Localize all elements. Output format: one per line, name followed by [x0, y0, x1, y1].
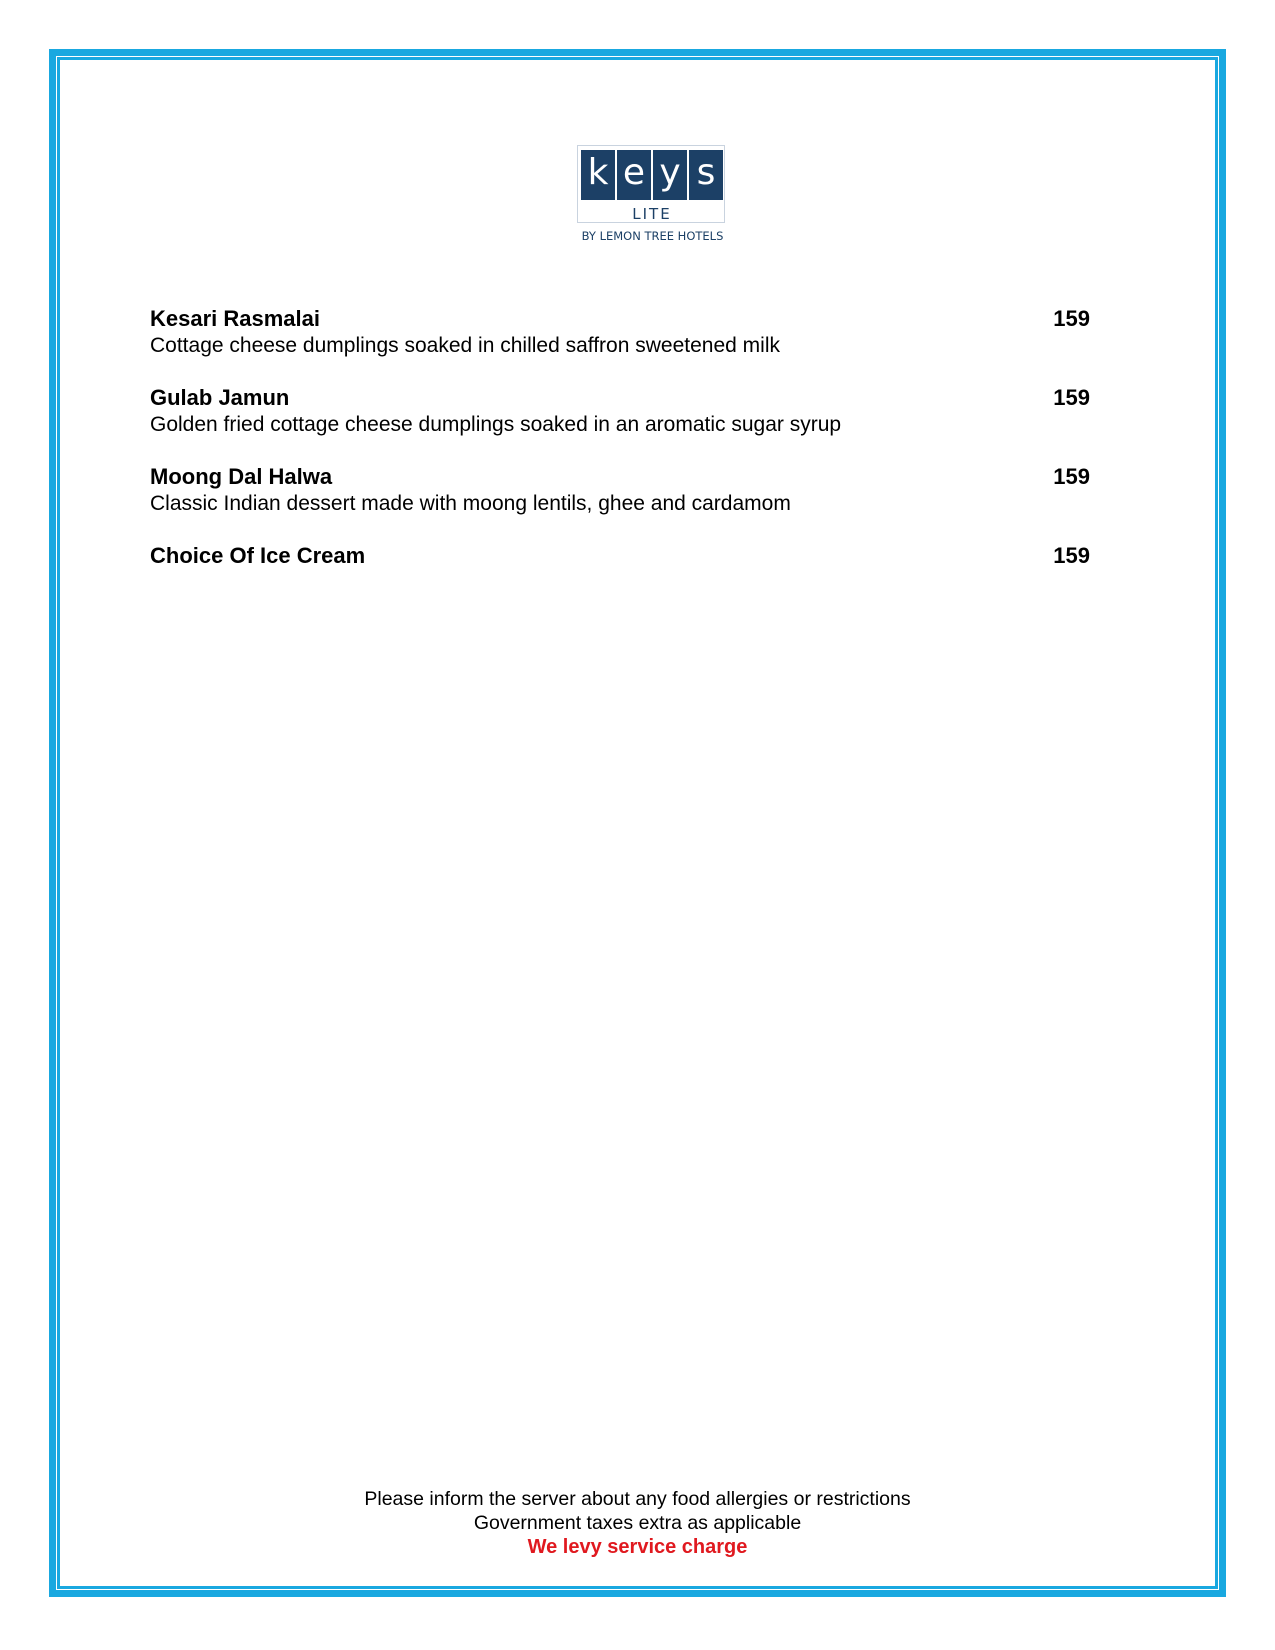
item-description: Classic Indian dessert made with moong lentils, ghee and cardamom: [150, 492, 791, 515]
page-border-inner: [57, 57, 1218, 1589]
logo-letter-k: k: [581, 150, 615, 200]
item-price: 159: [1053, 464, 1090, 489]
menu-item: [150, 306, 1090, 360]
logo-letter-s: s: [689, 150, 723, 200]
item-name: Choice Of Ice Cream: [150, 543, 366, 568]
item-name: Kesari Rasmalai: [150, 306, 320, 331]
allergy-note: Please inform the server about any food allergies or restrictions: [364, 1488, 911, 1510]
item-name: Moong Dal Halwa: [150, 464, 333, 489]
logo-byline: BY LEMON TREE HOTELS: [581, 229, 724, 243]
menu-item: [150, 543, 1090, 569]
item-price: 159: [1053, 306, 1090, 331]
logo-lite-text: LITE: [632, 205, 672, 223]
menu-item: [150, 464, 1090, 518]
menu-item: [150, 385, 1090, 439]
tax-note: Government taxes extra as applicable: [473, 1512, 802, 1534]
item-price: 159: [1053, 543, 1090, 568]
logo-letter-y: y: [653, 150, 687, 200]
logo-tiles: [577, 145, 725, 223]
service-charge-note: We levy service charge: [527, 1536, 748, 1558]
item-name: Gulab Jamun: [150, 385, 290, 410]
item-price: 159: [1053, 385, 1090, 410]
menu-footer: [150, 1487, 1125, 1559]
keys-lite-logo: [575, 143, 730, 248]
logo-letter-e: e: [617, 150, 651, 200]
item-description: Golden fried cottage cheese dumplings soaked in an aromatic sugar syrup: [150, 413, 842, 436]
item-description: Cottage cheese dumplings soaked in chilled saffron sweetened milk: [150, 334, 780, 357]
